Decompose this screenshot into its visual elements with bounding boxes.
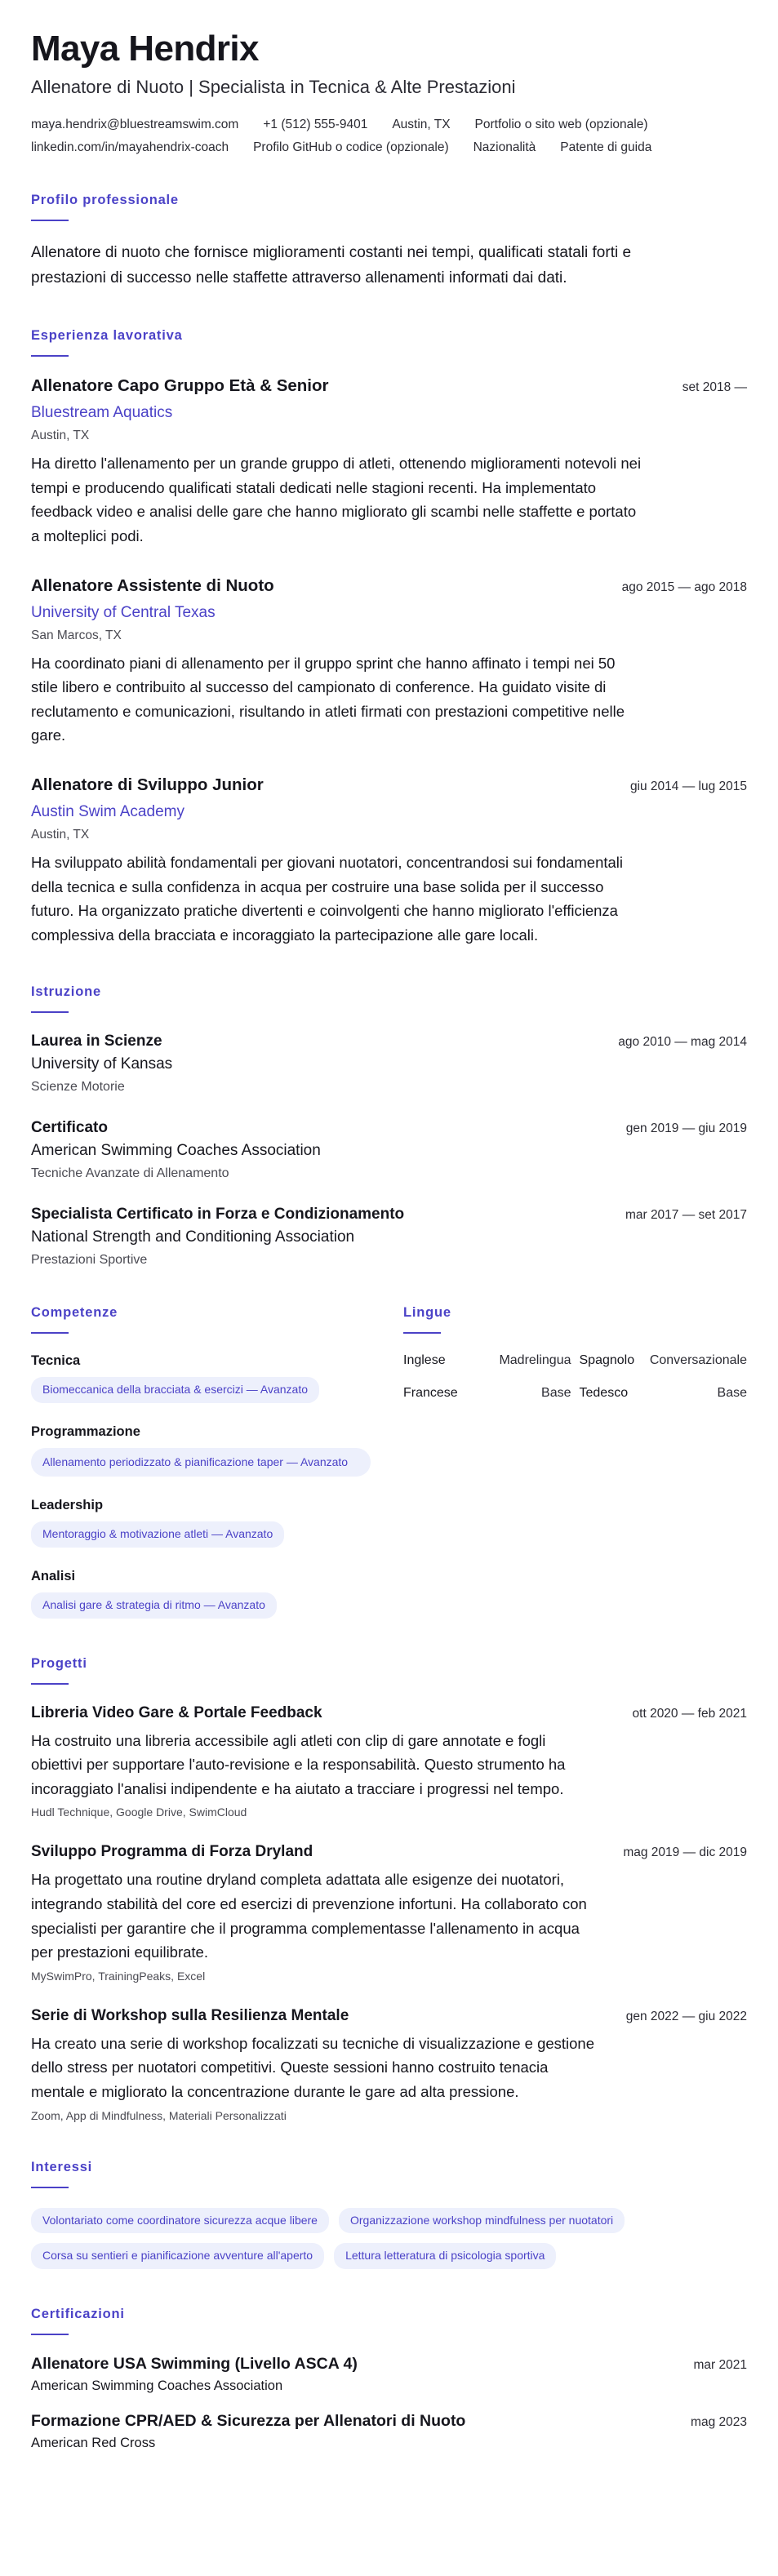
skill-chip: Allenamento periodizzato & pianificazione taper — Avanzato (31, 1448, 371, 1477)
education-section (31, 984, 747, 1268)
skill-chip: Mentoraggio & motivazione atleti — Avanzato (31, 1521, 284, 1548)
experience-entry (31, 775, 747, 947)
education-date: mar 2017 — set 2017 (625, 1208, 747, 1223)
candidate-name: Maya Hendrix (31, 29, 259, 69)
interest-chip: Organizzazione workshop mindfulness per nuotatori (339, 2208, 625, 2234)
skill-chip: Analisi gare & strategia di ritmo — Avanzato (31, 1592, 277, 1619)
job-title: Allenatore di Sviluppo Junior (31, 775, 264, 794)
candidate-headline: Allenatore di Nuoto | Specialista in Tecnica & Alte Prestazioni (31, 77, 516, 98)
interests-section (31, 2160, 747, 2269)
language-name: Spagnolo (579, 1353, 635, 1368)
skill-group (31, 1569, 371, 1619)
job-date: ago 2015 — ago 2018 (621, 580, 747, 594)
certification-title: Formazione CPR/AED & Sicurezza per Allenatori di Nuoto (31, 2411, 466, 2430)
interest-chip: Corsa su sentieri e pianificazione avventure all'aperto (31, 2243, 324, 2269)
languages-column (403, 1305, 747, 1618)
employer-name: Austin Swim Academy (31, 802, 184, 820)
contact-portfolio[interactable]: Portfolio o sito web (opzionale) (474, 118, 648, 132)
section-title: Competenze (31, 1305, 118, 1321)
section-title: Lingue (403, 1305, 451, 1321)
section-title: Profilo professionale (31, 193, 179, 208)
contact-email[interactable]: maya.hendrix@bluestreamswim.com (31, 118, 239, 132)
skill-category: Analisi (31, 1569, 76, 1584)
language-level: Base (717, 1386, 747, 1401)
certification-entry (31, 2412, 747, 2451)
section-divider (31, 1011, 69, 1013)
project-date: gen 2022 — giu 2022 (625, 2009, 747, 2023)
skill-group (31, 1498, 371, 1548)
institution-name: National Strength and Conditioning Association (31, 1228, 355, 1246)
section-divider (31, 1332, 69, 1334)
language-item (403, 1386, 571, 1401)
job-location: San Marcos, TX (31, 628, 122, 642)
skill-category: Tecnica (31, 1353, 81, 1369)
project-date: mag 2019 — dic 2019 (623, 1845, 747, 1860)
language-level: Madrelingua (499, 1353, 571, 1368)
contact-driving-license: Patente di guida (560, 140, 652, 155)
language-name: Francese (403, 1386, 458, 1401)
contact-nationality: Nazionalità (473, 140, 536, 155)
education-entry (31, 1119, 747, 1181)
education-entry (31, 1206, 747, 1268)
project-entry (31, 1704, 747, 1819)
skill-group (31, 1424, 371, 1477)
section-divider (403, 1332, 441, 1334)
certification-entry (31, 2355, 747, 2394)
experience-section (31, 328, 747, 947)
contact-location: Austin, TX (392, 118, 451, 132)
degree-title: Specialista Certificato in Forza e Condizionamento (31, 1206, 405, 1224)
project-date: ott 2020 — feb 2021 (632, 1706, 747, 1721)
language-name: Tedesco (579, 1386, 629, 1401)
section-divider (31, 1683, 69, 1685)
study-area: Tecniche Avanzate di Allenamento (31, 1166, 229, 1181)
degree-title: Laurea in Scienze (31, 1033, 162, 1050)
job-description: Ha coordinato piani di allenamento per il gruppo sprint che hanno affinato i tempi nei 50 stile libero e contribuito al successo del campionato di conference. Ha guidato visite di reclutamento e comunicazioni, risultando in atleti firmati con prestazioni competitive nelle gare. (31, 654, 625, 744)
job-title: Allenatore Capo Gruppo Età & Senior (31, 376, 329, 396)
education-entry (31, 1033, 747, 1095)
project-title: Libreria Video Gare & Portale Feedback (31, 1703, 322, 1721)
experience-entry (31, 376, 747, 548)
skills-languages-section (31, 1305, 747, 1618)
job-date: giu 2014 — lug 2015 (629, 779, 747, 793)
project-title: Sviluppo Programma di Forza Dryland (31, 1843, 313, 1861)
skills-column (31, 1305, 371, 1618)
certification-issuer: American Red Cross (31, 2435, 156, 2450)
section-divider (31, 220, 69, 221)
job-title: Allenatore Assistente di Nuoto (31, 575, 274, 595)
certification-title: Allenatore USA Swimming (Livello ASCA 4) (31, 2354, 358, 2373)
certifications-section (31, 2307, 747, 2451)
contact-github[interactable]: Profilo GitHub o codice (opzionale) (253, 140, 449, 155)
interest-list (31, 2208, 700, 2269)
project-tools: Hudl Technique, Google Drive, SwimCloud (31, 1805, 247, 1819)
job-description: Ha diretto l'allenamento per un grande gruppo di atleti, ottenendo miglioramenti notevoli nei tempi e producendo qualificati statali dedicati nelle stagioni recenti. Ha implementato feedback video e analisi delle gare che hanno migliorato gli scambi nelle staffette e portato a molteplici podi. (31, 455, 642, 544)
project-description: Ha creato una serie di workshop focalizzati su tecniche di visualizzazione e gestione dello stress per nuotatori competitivi. Queste sessioni hanno costruito tenacia mentale e migliorato la concentrazione durante le gare ad alta pressione. (31, 2034, 595, 2101)
language-item (580, 1386, 748, 1401)
summary-section (31, 193, 747, 291)
projects-section (31, 1656, 747, 2122)
certification-date: mag 2023 (691, 2414, 747, 2429)
section-title: Esperienza lavorativa (31, 328, 183, 344)
project-tools: Zoom, App di Mindfulness, Materiali Personalizzati (31, 2108, 287, 2122)
language-item (403, 1353, 571, 1368)
skill-category: Leadership (31, 1498, 104, 1513)
section-title: Certificazioni (31, 2306, 125, 2321)
job-location: Austin, TX (31, 827, 90, 842)
job-date: set 2018 — (682, 380, 747, 395)
resume-header (31, 29, 747, 155)
employer-name: Bluestream Aquatics (31, 404, 173, 422)
contact-list (31, 118, 747, 155)
institution-name: University of Kansas (31, 1055, 173, 1073)
degree-title: Certificato (31, 1119, 108, 1137)
education-date: gen 2019 — giu 2019 (625, 1121, 747, 1136)
skill-chip: Biomeccanica della bracciata & esercizi — Avanzato (31, 1377, 319, 1403)
skill-category: Programmazione (31, 1423, 140, 1439)
job-description: Ha sviluppato abilità fondamentali per giovani nuotatori, concentrandosi sui fondamentali della tecnica e sulla confidenza in acqua per costruire una base solida per il successo futuro. Ha organizzato pratiche divertenti e coinvolgenti che hanno migliorato l'efficienza complessiva della bracciata e incoraggiato la partecipazione alle gare locali. (31, 853, 624, 944)
contact-linkedin[interactable]: linkedin.com/in/mayahendrix-coach (31, 140, 229, 155)
project-tools: MySwimPro, TrainingPeaks, Excel (31, 1969, 206, 1983)
language-level: Conversazionale (649, 1353, 747, 1368)
language-item (580, 1353, 748, 1368)
project-entry (31, 2007, 747, 2122)
section-divider (31, 355, 69, 357)
language-level: Base (541, 1386, 571, 1401)
certification-date: mar 2021 (693, 2357, 747, 2372)
project-entry (31, 1843, 747, 1982)
section-divider (31, 2187, 69, 2188)
project-description: Ha progettato una routine dryland completa adattata alle esigenze dei nuotatori, integrando stabilità del core ed esercizi di prevenzione infortuni. Ha collaborato con specialisti per garantire che il programma complementasse l'allenamento in acqua per prestazioni equilibrate. (31, 1871, 587, 1961)
project-description: Ha costruito una libreria accessibile agli atleti con clip di gare annotate e fogli obiettivi per supportare l'auto-revisione e la responsabilità. Questo strumento ha incoraggiato l'analisi indipendente e ha aiutato a tracciare i progressi nel tempo. (31, 1731, 566, 1797)
skill-group (31, 1353, 371, 1403)
certification-issuer: American Swimming Coaches Association (31, 2378, 283, 2393)
education-date: ago 2010 — mag 2014 (618, 1035, 747, 1050)
interest-chip: Volontariato come coordinatore sicurezza acque libere (31, 2208, 329, 2234)
contact-phone[interactable]: +1 (512) 555-9401 (263, 118, 368, 132)
language-list (403, 1353, 747, 1401)
section-divider (31, 2334, 69, 2335)
study-area: Prestazioni Sportive (31, 1253, 148, 1268)
section-title: Istruzione (31, 984, 101, 1000)
summary-text: Allenatore di nuoto che fornisce miglioramenti costanti nei tempi, qualificati statali forti e prestazioni di successo nelle staffette attraverso allenamenti informati dai dati. (31, 244, 632, 286)
interest-chip: Lettura letteratura di psicologia sportiva (334, 2243, 556, 2269)
institution-name: American Swimming Coaches Association (31, 1142, 321, 1160)
employer-name: University of Central Texas (31, 603, 216, 621)
section-title: Progetti (31, 1655, 87, 1671)
experience-entry (31, 576, 747, 748)
language-name: Inglese (403, 1353, 446, 1368)
study-area: Scienze Motorie (31, 1080, 125, 1095)
section-title: Interessi (31, 2159, 93, 2174)
job-location: Austin, TX (31, 429, 90, 443)
project-title: Serie di Workshop sulla Resilienza Mentale (31, 2006, 349, 2024)
